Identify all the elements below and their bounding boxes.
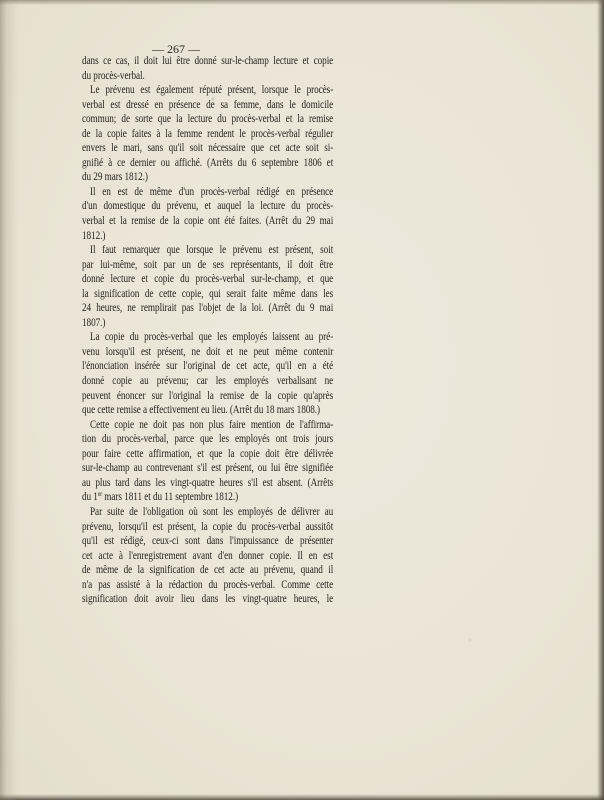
page-number: — 267 — — [152, 42, 200, 56]
paragraph — [82, 54, 333, 83]
text-line: cet acte à l'enregistrement avant d'en donner copie. Il en est — [82, 549, 334, 562]
text-line — [82, 490, 333, 505]
ordinal-superscript: er — [97, 490, 103, 499]
text-line: du 29 mars 1812.) — [82, 171, 148, 184]
text-segment: mars 1811 et du 11 septembre 1812.) — [102, 491, 239, 504]
body-text — [82, 54, 333, 607]
text-line: 24 heures, ne remplirait pas l'objet de la loi. (Arrêt du 9 mai — [82, 302, 334, 315]
text-line: de même de la signification de cet acte au prévenu, quand il — [82, 564, 334, 577]
text-line: verbal est dressé en présence de sa femme, dans le domicile — [82, 98, 334, 111]
text-line: la signification de cette copie, qui serait faite même dans les — [82, 287, 334, 300]
text-line: Cette copie ne doit pas non plus faire mention de l'affirma- — [90, 418, 334, 431]
text-line: qu'il est rédigé, ceux-ci sont dans l'impuissance de présenter — [82, 535, 334, 548]
text-line: envers le mari, sans qu'il soit nécessaire que cet acte soit si- — [82, 142, 334, 155]
text-line: dans ce cas, il doit lui être donné sur-le-champ lecture et copie — [82, 55, 334, 67]
text-line: de la copie faites à la femme rendent le procès-verbal régulier — [82, 127, 334, 140]
text-line: que cette remise a effectivement eu lieu. (Arrêt du 18 mars 1808.) — [82, 404, 321, 417]
text-line: gnifié à ce dernier ou affiché. (Arrêts du 6 septembre 1806 et — [82, 156, 334, 169]
text-line: Par suite de l'obligation où sont les employés de délivrer au — [90, 505, 334, 518]
text-line: tion du procès-verbal, parce que les employés ont trois jours — [82, 433, 334, 446]
text-line: Il faut remarquer que lorsque le prévenu est présent, soit — [90, 244, 334, 257]
paragraph — [82, 330, 333, 417]
text-line: Le prévenu est également réputé présent, lorsque le procès- — [90, 84, 334, 97]
text-line: sur-le-champ au contrevenant s'il est présent, ou lui être signifiée — [82, 462, 334, 475]
text-line: 1807.) — [82, 316, 106, 329]
text-line: n'a pas assisté à la rédaction du procès-verbal. Comme cette — [82, 578, 334, 591]
paragraph — [82, 83, 333, 185]
text-line: venu lorsqu'il est présent, ne doit et ne peut même contenir — [82, 345, 334, 358]
text-line: donné copie au prévenu; car les employés verbalisant ne — [82, 375, 334, 388]
text-segment: du 1 — [82, 491, 98, 504]
text-line: La copie du procès-verbal que les employés laissent au pré- — [90, 331, 334, 344]
paragraph — [82, 505, 333, 607]
paragraph — [82, 243, 333, 330]
text-line: prévenu, lorsqu'il est présent, la copie du procès-verbal aussitôt — [82, 520, 334, 533]
text-line: 1812.) — [82, 229, 106, 242]
text-line: commun; de sorte que la lecture du procès-verbal et la remise — [82, 113, 334, 126]
text-line: verbal et la remise de la copie ont été faites. (Arrêt du 29 mai — [82, 215, 334, 228]
text-line: donné lecture et copie du procès-verbal sur-le-champ, et que — [82, 273, 334, 286]
text-line: peuvent énoncer sur l'original la remise de la copie qu'après — [82, 389, 334, 402]
text-line: du procès-verbal. — [82, 69, 145, 82]
text-line: Il en est de même d'un procès-verbal rédigé en présence — [90, 185, 334, 198]
text-line: l'énonciation insérée sur l'original de cet acte, qu'il en a été — [82, 360, 334, 373]
text-line: par lui-même, soit par un de ses représentants, il doit être — [82, 258, 334, 271]
text-line: signification doit avoir lieu dans les vingt-quatre heures, le — [82, 593, 334, 606]
text-line: pour faire cette affirmation, et que la copie doit être délivrée — [82, 447, 334, 460]
text-line: d'un domestique du prévenu, et auquel la lecture du procès- — [82, 200, 334, 213]
paragraph — [82, 418, 333, 505]
paragraph — [82, 185, 333, 243]
text-line: au plus tard dans les vingt-quatre heures s'il est absent. (Arrêts — [82, 476, 334, 489]
